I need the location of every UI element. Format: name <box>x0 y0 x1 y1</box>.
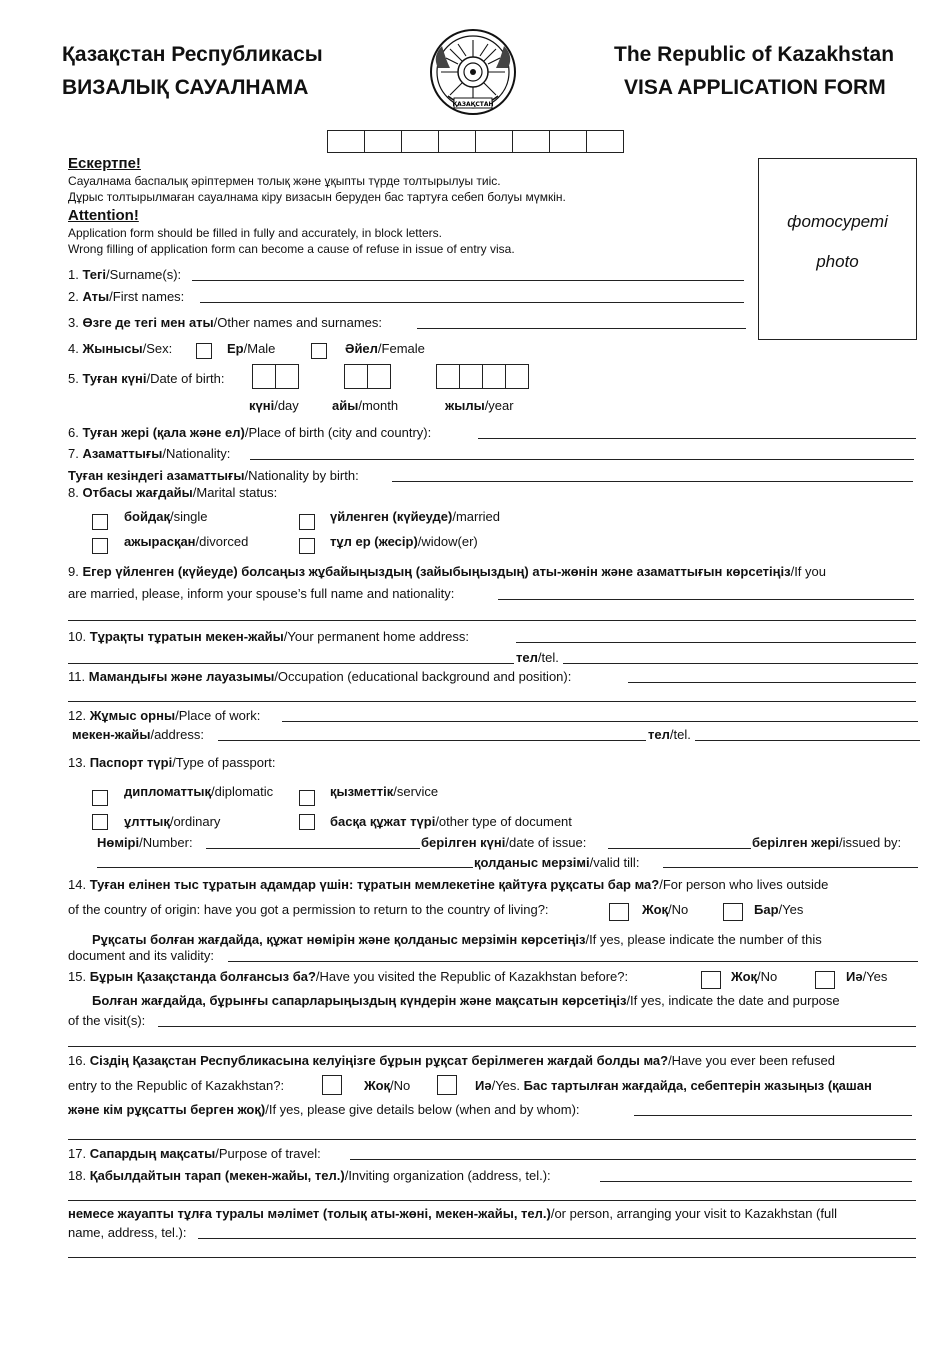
q7-label: 7. Азаматтығы/Nationality: <box>68 446 231 461</box>
work-tel-field[interactable] <box>695 740 920 741</box>
refused-no-label: Жоқ/No <box>364 1078 411 1093</box>
sex-male-checkbox[interactable] <box>196 343 212 359</box>
photo-label-en: photo <box>816 252 859 271</box>
q10-label: 10. Тұрақты тұратын мекен-жайы/Your permanent home address: <box>68 629 470 644</box>
q6-label: 6. Туған жері (қала және ел)/Place of birth (city and country): <box>68 425 432 440</box>
home-address-field[interactable] <box>516 642 916 643</box>
q17-label: 17. Сапардың мақсаты/Purpose of travel: <box>68 1146 321 1161</box>
home-address-field-2[interactable] <box>68 663 514 664</box>
spouse-field-2[interactable] <box>68 620 916 621</box>
surname-field[interactable] <box>192 280 744 281</box>
other-doc-checkbox[interactable] <box>299 814 315 830</box>
visited-yes-label: Иә/Yes <box>846 969 888 984</box>
en-title: The Republic of Kazakhstan <box>614 43 895 66</box>
year-label: жылы/year <box>445 398 514 413</box>
q16-label: 16. Сіздің Қазақстан Республикасына келуіңізге бұрын рұқсат берілмеген жағдай болды ма?/Have you ever been refused <box>68 1053 835 1068</box>
place-of-birth-field[interactable] <box>478 438 916 439</box>
other-doc-label: басқа құжат түрі/other type of document <box>330 814 572 829</box>
ordinary-checkbox[interactable] <box>92 814 108 830</box>
form-number-boxes[interactable] <box>327 130 624 153</box>
spouse-field[interactable] <box>498 599 914 600</box>
q4-label: 4. Жынысы/Sex: <box>68 341 173 356</box>
issued-by-label: берілген жері/issued by: <box>752 835 902 850</box>
q3-label: 3. Өзге де тегі мен аты/Other names and surnames: <box>68 315 382 330</box>
visited-yes-checkbox[interactable] <box>815 971 835 989</box>
q14b-label: Рұқсаты болған жағдайда, құжат нөмірін және қолданыс мерзімін көрсетіңіз/If yes, please indicate the number of this <box>92 932 822 947</box>
other-names-field[interactable] <box>417 328 746 329</box>
refused-yes-checkbox[interactable] <box>437 1075 457 1095</box>
divorced-label: ажырасқан/divorced <box>124 534 249 549</box>
month-label: айы/month <box>332 398 399 413</box>
return-no-label: Жоқ/No <box>642 902 689 917</box>
q9-line2: are married, please, inform your spouse’s full name and nationality: <box>68 586 455 601</box>
state-emblem-icon <box>428 26 518 120</box>
q16-line2: entry to the Republic of Kazakhstan?: <box>68 1078 285 1093</box>
day-label: күні/day <box>249 398 299 413</box>
q14-line2: of the country of origin: have you got a permission to return to the country of living?: <box>68 902 549 917</box>
notice-en-heading: Attention! <box>68 207 139 224</box>
q14-label: 14. Туған елінен тыс тұратын адамдар үшін: тұратын мемлекетіне қайтуға рұқсаты бар ма?/For person who lives outside <box>68 877 829 892</box>
refusal-details-field[interactable] <box>634 1115 912 1116</box>
service-checkbox[interactable] <box>299 790 315 806</box>
issue-date-label: берілген күні/date of issue: <box>421 835 587 850</box>
issue-date-field[interactable] <box>608 848 751 849</box>
first-name-field[interactable] <box>200 302 744 303</box>
q18-label: 18. Қабылдайтын тарап (мекен-жайы, тел.)/Inviting organization (address, tel.): <box>68 1168 551 1183</box>
inviting-org-field[interactable] <box>600 1181 912 1182</box>
kz-title: Қазақстан Республикасы <box>62 43 323 66</box>
valid-till-label: қолданыс мерзімі/valid till: <box>474 855 640 870</box>
arranging-person-field-2[interactable] <box>68 1257 916 1258</box>
inviting-org-field-2[interactable] <box>68 1200 916 1201</box>
return-no-checkbox[interactable] <box>609 903 629 921</box>
valid-till-field[interactable] <box>663 867 918 868</box>
issued-by-field[interactable] <box>97 867 473 868</box>
occupation-field-2[interactable] <box>68 701 916 702</box>
nationality-by-birth-field[interactable] <box>392 481 913 482</box>
female-label: Әйел/Female <box>345 341 425 356</box>
widow-label: тұл ер (жесір)/widow(er) <box>330 534 478 549</box>
visits-field[interactable] <box>158 1026 916 1027</box>
visited-no-checkbox[interactable] <box>701 971 721 989</box>
photo-label-kz: фотосуреті <box>787 212 888 231</box>
q12-label: 12. Жұмыс орны/Place of work: <box>68 708 261 723</box>
visits-field-2[interactable] <box>68 1046 916 1047</box>
q2-label: 2. Аты/First names: <box>68 289 185 304</box>
q15-label: 15. Бұрын Қазақстанда болғансыз ба?/Have you visited the Republic of Kazakhstan before?: <box>68 969 629 984</box>
emblem-text: ҚАЗАҚСТАН <box>452 101 494 108</box>
passport-number-field[interactable] <box>206 848 420 849</box>
service-label: қызметтік/service <box>330 784 439 799</box>
kz-subtitle: ВИЗАЛЫҚ САУАЛНАМА <box>62 76 309 99</box>
refusal-details-field-2[interactable] <box>68 1139 916 1140</box>
q7b-label: Туған кезіндегі азаматтығы/Nationality by birth: <box>68 468 359 483</box>
refused-yes-label: Иә/Yes. Бас тартылған жағдайда, себептерін жазыңыз (қашан <box>475 1078 872 1093</box>
q8-label: 8. Отбасы жағдайы/Marital status: <box>68 485 278 500</box>
ordinary-label: ұлттық/ordinary <box>124 814 221 829</box>
return-yes-label: Бар/Yes <box>754 902 804 917</box>
q1-label: 1. Тегі/Surname(s): <box>68 267 182 282</box>
work-address-label: мекен-жайы/address: <box>72 727 204 742</box>
home-tel-label: тел/tel. <box>516 650 559 665</box>
widow-checkbox[interactable] <box>299 538 315 554</box>
divorced-checkbox[interactable] <box>92 538 108 554</box>
refused-no-checkbox[interactable] <box>322 1075 342 1095</box>
diplomatic-label: дипломаттық/diplomatic <box>124 784 274 799</box>
q14b-line2: document and its validity: <box>68 948 214 963</box>
occupation-field[interactable] <box>628 682 916 683</box>
sex-female-checkbox[interactable] <box>311 343 327 359</box>
q9-label: 9. Егер үйленген (күйеуде) болсаңыз жұбайыңыздың (зайыбыңыздың) аты-жөнін және азаматтығын көрсетіңіз/If you <box>68 564 826 579</box>
purpose-field[interactable] <box>350 1159 916 1160</box>
q13-label: 13. Паспорт түрі/Type of passport: <box>68 755 276 770</box>
passport-number-label: Нөмірі/Number: <box>97 835 193 850</box>
q11-label: 11. Мамандығы және лауазымы/Occupation (educational background and position): <box>68 669 572 684</box>
notice-kz-line2: Дұрыс толтырылмаған сауалнама кіру визасын беруден бас тартуға себеп болуы мүмкін. <box>68 190 566 204</box>
notice-kz-heading: Ескертпе! <box>68 155 141 172</box>
notice-en-line1: Application form should be filled in fully and accurately, in block letters. <box>68 226 442 240</box>
q15b-label: Болған жағдайда, бұрынғы сапарларыңыздың күндерін және мақсатын көрсетіңіз/If yes, indicate the date and purpose <box>92 993 840 1008</box>
birth-year-boxes[interactable] <box>436 364 529 389</box>
q15b-line2: of the visit(s): <box>68 1013 146 1028</box>
place-of-work-field[interactable] <box>282 721 918 722</box>
arranging-person-field[interactable] <box>198 1238 916 1239</box>
work-address-field[interactable] <box>218 740 646 741</box>
notice-kz-line1: Сауалнама баспалық әріптермен толық және ұқыпты түрде толтырылуы тиіс. <box>68 174 501 188</box>
permit-field[interactable] <box>228 961 918 962</box>
diplomatic-checkbox[interactable] <box>92 790 108 806</box>
q18b-line2: name, address, tel.): <box>68 1225 187 1240</box>
single-label: бойдақ/single <box>124 509 208 524</box>
home-tel-field[interactable] <box>563 663 918 664</box>
return-yes-checkbox[interactable] <box>723 903 743 921</box>
en-subtitle: VISA APPLICATION FORM <box>624 76 886 99</box>
visited-no-label: Жоқ/No <box>731 969 778 984</box>
work-tel-label: тел/tel. <box>648 727 691 742</box>
notice-en-line2: Wrong filling of application form can become a cause of refuse in issue of entry visa. <box>68 242 515 256</box>
q5-label: 5. Туған күні/Date of birth: <box>68 371 225 386</box>
married-label: үйленген (күйеуде)/married <box>330 509 501 524</box>
married-checkbox[interactable] <box>299 514 315 530</box>
male-label: Ер/Male <box>227 341 276 356</box>
single-checkbox[interactable] <box>92 514 108 530</box>
birth-day-boxes[interactable] <box>252 364 299 389</box>
photo-box[interactable] <box>758 158 917 340</box>
q16c-label: және кім рұқсатты берген жоқ)/If yes, please give details below (when and by whom): <box>68 1102 580 1117</box>
q18b-label: немесе жауапты тұлға туралы мәлімет (толық аты-жөні, мекен-жайы, тел.)/or person, arranging your visit to Kazakhstan (full <box>68 1206 837 1221</box>
birth-month-boxes[interactable] <box>344 364 391 389</box>
nationality-field[interactable] <box>250 459 914 460</box>
